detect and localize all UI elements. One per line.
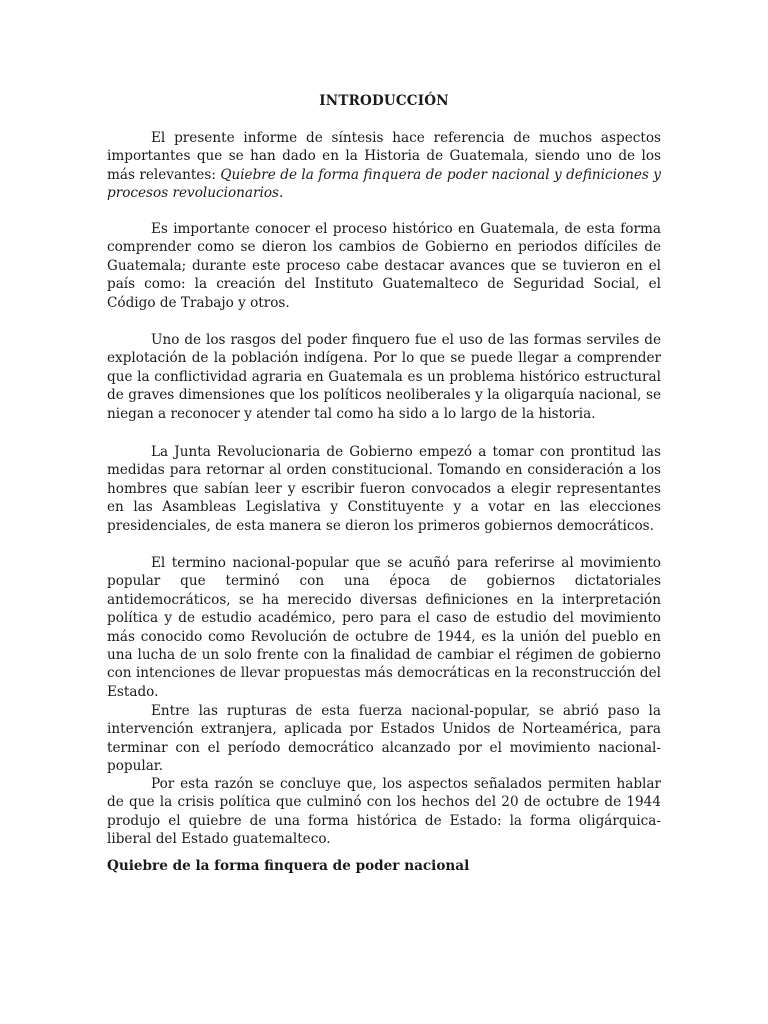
document-title: INTRODUCCIÓN — [319, 93, 449, 109]
paragraph-5: El termino nacional-popular que se acuñó para referirse al movimiento popular que terminó con una época de gobiernos dictatoriales antidemocráticos, se ha merecido diversas definiciones en la interpretación política y de estudio académico, pero para el caso de estudio del movimiento más conocido como Revolución de octubre de 1944, es la unión del pueblo en una lucha de un solo frente con la finalidad de cambiar el régimen de gobierno con intenciones de llevar propuestas más democráticas en la reconstrucción del Estado. — [107, 555, 661, 700]
paragraph-7: Por esta razón se concluye que, los aspectos señalados permiten hablar de que la crisis política que culminó con los hechos del 20 de octubre de 1944 produjo el quiebre de una forma histórica de Estado: la forma oligárquica-liberal del Estado guatemalteco. — [107, 776, 661, 848]
paragraph-6: Entre las rupturas de esta fuerza nacional-popular, se abrió paso la intervención extranjera, aplicada por Estados Unidos de Norteamérica, para terminar con el período democrático alcanzado por el movimiento nacional-popular. — [107, 703, 661, 775]
paragraph-3: Uno de los rasgos del poder finquero fue el uso de las formas serviles de explotación de la población indígena. Por lo que se puede llegar a comprender que la conflictividad agraria en Guatemala es un problema histórico estructural de graves dimensiones que los políticos neoliberales y la oligarquía nacional, se niegan a reconocer y atender tal como ha sido a lo largo de la historia. — [107, 332, 661, 422]
paragraph-intro — [107, 129, 661, 203]
paragraph-4: La Junta Revolucionaria de Gobierno empezó a tomar con prontitud las medidas para retornar al orden constitucional. Tomando en consideración a los hombres que sabían leer y escribir fueron convocados a elegir representantes en las Asambleas Legislativa y Constituyente y a votar en las elecciones presidenciales, de esta manera se dieron los primeros gobiernos democráticos. — [107, 444, 661, 534]
paragraph-intro-text: El presente informe de síntesis hace referencia de muchos aspectos importantes que se han dado en la Historia de Guatemala, siendo uno de los más relevantes: — [107, 130, 661, 183]
paragraph-intro-italic: Quiebre de la forma finquera de poder nacional y definiciones y procesos revolucionarios. — [107, 166, 661, 202]
section-heading: Quiebre de la forma finquera de poder nacional — [107, 858, 470, 874]
paragraph-2: Es importante conocer el proceso histórico en Guatemala, de esta forma comprender como se dieron los cambios de Gobierno en periodos difíciles de Guatemala; durante este proceso cabe destacar avances que se tuvieron en el país como: la creación del Instituto Guatemalteco de Seguridad Social, el Código de Trabajo y otros. — [107, 221, 661, 311]
